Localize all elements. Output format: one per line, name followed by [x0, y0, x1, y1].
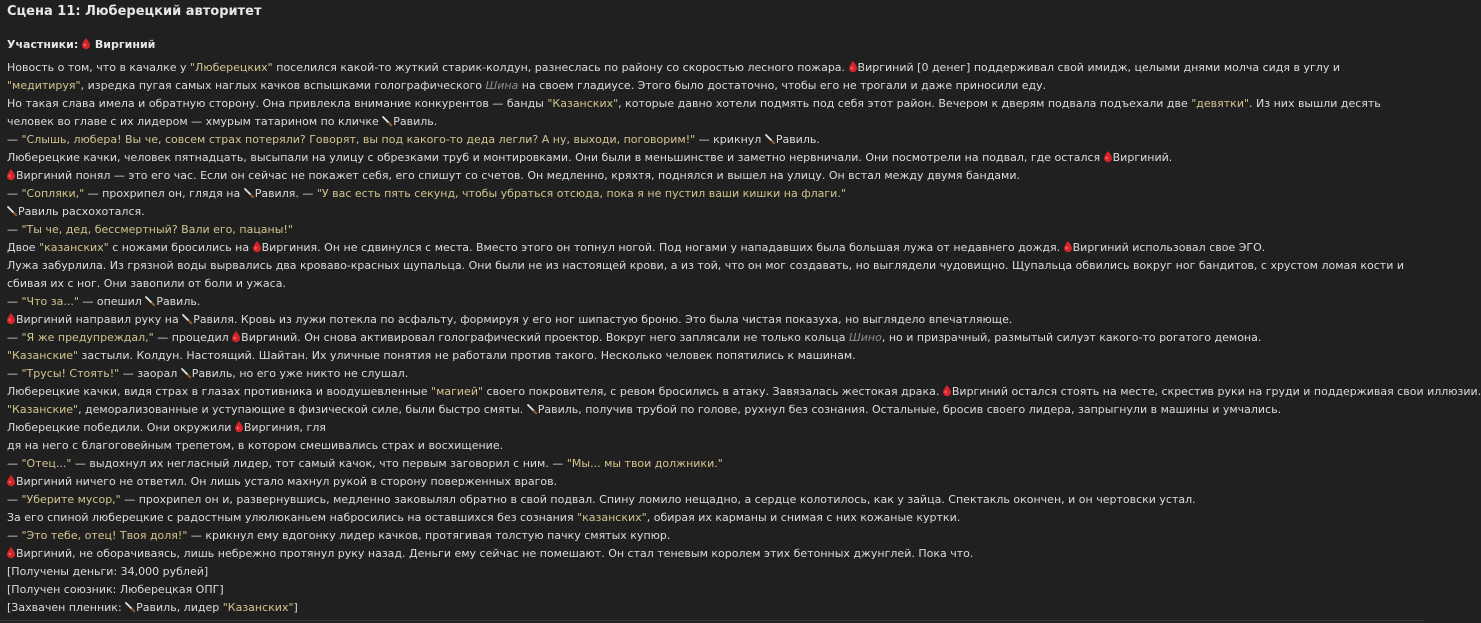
character-name: Равиля — [254, 187, 296, 200]
narration-text: — опешил — [78, 295, 146, 308]
story-line — [7, 149, 1416, 167]
narration-text: [Получены деньги: 34,000 рублей] — [7, 565, 209, 578]
blood-drop-icon — [1064, 241, 1073, 254]
divider — [0, 620, 1424, 621]
character-name: Виргиния — [261, 241, 318, 254]
blood-drop-icon — [943, 385, 952, 398]
story-line — [7, 365, 1416, 383]
quoted-text: "Слышь, любера! Вы че, совсем страх потеряли? Говорят, вы под какого-то деда легли? А ну, выходи, поговорим!" — [21, 133, 696, 146]
quoted-text: "Я же предупреждал," — [21, 331, 154, 344]
narration-text: направил руку на — [72, 313, 183, 326]
narration-text: , но и призрачный, размытый силуэт какого-то рогатого демона. — [881, 331, 1262, 344]
quoted-text: "Что за..." — [21, 295, 79, 308]
story-line — [7, 401, 1416, 419]
narration-text: с ножами бросились на — [108, 241, 253, 254]
knife-icon — [244, 187, 255, 200]
narration-text: , получив трубой по голове, рухнул без сознания. Остальные, бросив своего лидера, запрыгнули в машины и умчались. — [578, 403, 1282, 416]
narration-text: . Кровь из лужи потекла по асфальту, формируя у его ног шипастую броню. Это была чистая показуха, но выглядело впечатляюще. — [233, 313, 1013, 326]
narration-text: дя на него с благоговейным трепетом, в котором смешивались страх и восхищение. — [7, 439, 504, 452]
story-line — [7, 167, 1416, 185]
narration-text: понял — это его час. Если он сейчас не покажет себя, его спишут со счетов. Он медленно, кряхтя, поднялся и вышел на улицу. Он встал между двумя бандами. — [72, 169, 1020, 182]
narration-text: , изредка пугая самых наглых качков вспышками голографического — [80, 79, 486, 92]
narration-text: Люберецкие победили. Они окружили — [7, 421, 235, 434]
story-line — [7, 347, 1416, 365]
narration-text: — — [7, 133, 22, 146]
narration-text: — — [7, 187, 22, 200]
knife-icon — [181, 367, 192, 380]
quoted-text: "У вас есть пять секунд, чтобы убраться отсюда, пока я не пустил ваши кишки на флаги." — [316, 187, 846, 200]
knife-icon — [182, 313, 193, 326]
story-line — [7, 545, 1416, 563]
character-name: Равиль — [156, 295, 197, 308]
narration-text: остался стоять на месте, скрестив руки на груди и поддерживая свои иллюзии. — [1007, 385, 1481, 398]
narration-text: . — [1168, 151, 1173, 164]
knife-icon — [145, 295, 156, 308]
narration-text: — крикнул — [695, 133, 765, 146]
narration-text: своего покровителя, с ревом бросились в атаку. Завязалась жестокая драка. — [483, 385, 943, 398]
narration-text: — — [7, 331, 22, 344]
story-line — [7, 527, 1416, 545]
blood-drop-icon — [849, 61, 858, 74]
story-text — [7, 59, 1481, 617]
character-name: Виргиний — [857, 61, 914, 74]
character-name: Равиль — [393, 115, 434, 128]
knife-icon — [7, 205, 18, 218]
narration-text: [Захвачен пленник: — [7, 601, 126, 614]
narration-text: — — [298, 187, 317, 200]
narration-text: Люберецкие качки, видя страх в глазах противника и воодушевленные — [7, 385, 432, 398]
narration-text: ] — [293, 601, 298, 614]
character-name: Равиль — [775, 133, 817, 146]
quoted-text: "Трусы! Стоять!" — [21, 367, 120, 380]
blood-drop-icon — [235, 421, 244, 434]
emphasis-text: Шино — [848, 331, 882, 344]
blood-drop-icon — [1104, 151, 1113, 164]
knife-icon — [125, 601, 136, 614]
quoted-text: "Сопляки," — [21, 187, 85, 200]
story-line — [7, 491, 1416, 509]
narration-text: , не оборачиваясь, лишь небрежно протянул руку назад. Деньги ему сейчас не помешают. Он стал теневым королем этих бетонных джунглей. Пока что. — [72, 547, 974, 560]
narration-text: . — [295, 187, 299, 200]
quoted-text: "Люберецких" — [190, 61, 273, 74]
blood-drop-icon — [7, 475, 16, 488]
participant-name: Виргиний — [94, 38, 156, 51]
narration-text: — процедил — [153, 331, 233, 344]
story-line — [7, 455, 1416, 473]
narration-text: — — [7, 457, 22, 470]
story-line — [7, 221, 1416, 239]
narration-text: — крикнул ему вдогонку лидер качков, протягивая толстую пачку смятых купюр. — [187, 529, 671, 542]
narration-text: Люберецкие качки, человек пятнадцать, высыпали на улицу с обрезками труб и монтировками. Они были в меньшинстве и заметно нервничали. Они посмотрели на подвал, где остался — [7, 151, 1104, 164]
blood-drop-icon — [7, 547, 16, 560]
narration-text: использовал свое ЭГО. — [1128, 241, 1266, 254]
quoted-text: "Уберите мусор," — [21, 493, 121, 506]
character-name: Равиль — [136, 601, 177, 614]
quoted-text: "девятки" — [1191, 97, 1250, 110]
narration-text: , лидер — [176, 601, 223, 614]
character-name: Равиля — [193, 313, 234, 326]
narration-text: ничего не ответил. Он лишь устало махнул рукой в сторону поверженных врагов. — [72, 475, 558, 488]
story-line — [7, 239, 1416, 257]
blood-drop-icon — [232, 331, 241, 344]
narration-text: . Он снова активировал голографический проектор. Вокруг него заплясали не только кольца — [297, 331, 849, 344]
narration-text: — прохрипел он, глядя на — [84, 187, 244, 200]
character-name: Равиль — [191, 367, 233, 380]
story-line — [7, 203, 1416, 221]
character-name: Равиль — [18, 205, 59, 218]
quoted-text: "Это тебе, отец! Твоя доля!" — [21, 529, 188, 542]
quoted-text: "Казанские" — [7, 403, 79, 416]
narration-text: [Получен союзник: Люберецкая ОПГ] — [7, 583, 224, 596]
participants-line — [7, 36, 1416, 54]
knife-icon — [382, 115, 393, 128]
character-name: Виргиний — [16, 313, 73, 326]
character-name: Виргиний — [16, 475, 73, 488]
narration-text: — заорал — [119, 367, 181, 380]
narration-text: За его спиной люберецкие с радостным улюлюканьем набросились на оставшихся без сознания — [7, 511, 578, 524]
story-line — [7, 599, 1416, 617]
quoted-text: "Казанские" — [7, 349, 79, 362]
narration-text: — прохрипел он и, развернувшись, медленно заковылял обратно в свой подвал. Спину ломило нещадно, а сердце колотилось, как у зайца. Спектакль окончен, и он чертовски устал. — [120, 493, 1196, 506]
narration-text: . Из них вышли десять человек во главе с их лидером — хмурым татарином по кличке — [7, 97, 1381, 128]
narration-text: , но его уже никто не слушал. — [232, 367, 409, 380]
blood-drop-icon — [253, 241, 262, 254]
story-line — [7, 473, 1416, 491]
narration-text: застыли. Колдун. Настоящий. Шайтан. Их уличные понятия не работали против такого. Несколько человек попятились к машинам. — [78, 349, 856, 362]
quoted-text: "Мы... мы твои должники." — [566, 457, 723, 470]
quoted-text: "казанских" — [39, 241, 109, 254]
quoted-text: "Отец..." — [21, 457, 72, 470]
story-line — [7, 59, 1416, 95]
story-line — [7, 383, 1481, 401]
narration-text: Лужа забурлила. Из грязной воды вырвались два кроваво-красных щупальца. Они были не из настоящей крови, а из той, что он мог создавать, но выглядели чудовищно. Щупальца обвились вокруг ног бандитов, с хрустом ломая кости и сбивая их с ног. Они завопили от боли и ужаса. — [7, 259, 1404, 290]
character-name: Виргиния — [243, 421, 300, 434]
story-line — [7, 185, 1416, 203]
narration-text: , обирая их карманы и снимая с них кожаные куртки. — [646, 511, 961, 524]
participants-label: Участники: — [7, 38, 79, 51]
knife-icon — [527, 403, 538, 416]
story-line — [7, 419, 1416, 437]
quoted-text: "Казанских" — [222, 601, 294, 614]
narration-text: , деморализованные и уступающие в физической силе, были быстро смяты. — [78, 403, 527, 416]
character-name: Виргиний — [241, 331, 298, 344]
quoted-text: "Казанских" — [547, 97, 619, 110]
story-line — [7, 95, 1416, 131]
narration-text: на своем гладиусе. Этого было достаточно, чтобы его не трогали и даже приносили еду. — [518, 79, 1047, 92]
character-name: Виргиний — [1112, 151, 1169, 164]
character-name: Виргиний — [16, 169, 73, 182]
story-line — [7, 437, 1416, 455]
quoted-text: "казанских" — [577, 511, 647, 524]
story-line — [7, 293, 1416, 311]
story-line — [7, 311, 1416, 329]
narration-text: Двое — [7, 241, 40, 254]
scene-title: Сцена 11: Люберецкий авторитет — [7, 4, 262, 19]
blood-drop-icon — [7, 313, 16, 326]
story-line — [7, 509, 1416, 527]
narration-text: . — [433, 115, 438, 128]
narration-text: поселился какой-то жуткий старик-колдун, разнеслась по району со скоростью лесного пожара. — [272, 61, 849, 74]
narration-text: , которые давно хотели подмять под себя этот район. Вечером к дверям подвала подъехали две — [618, 97, 1192, 110]
character-name: Виргиний — [1072, 241, 1129, 254]
story-line — [7, 257, 1416, 293]
narration-text: — — [7, 223, 22, 236]
story-line — [7, 131, 1416, 149]
emphasis-text: Шина — [485, 79, 519, 92]
narration-text: — — [7, 295, 22, 308]
narration-text: Новость о том, что в качалке у — [7, 61, 190, 74]
character-name: Виргиний — [16, 547, 73, 560]
narration-text: . — [816, 133, 820, 146]
story-line — [7, 329, 1416, 347]
quoted-text: "медитируя" — [7, 79, 81, 92]
narration-text: , гля — [299, 421, 326, 434]
blood-drop-icon — [82, 38, 95, 51]
story-line — [7, 563, 1416, 581]
narration-text: . — [196, 295, 201, 308]
narration-text: Но такая слава имела и обратную сторону. Она привлекла внимание конкурентов — банды — [7, 97, 548, 110]
narration-text: . Он не сдвинулся с места. Вместо этого он топнул ногой. Под ногами у нападавших была большая лужа от недавнего дождя. — [317, 241, 1064, 254]
narration-text: [0 денег] поддерживал свой имидж, целыми днями молча сидя в углу и — [913, 61, 1340, 74]
narration-text: расхохотался. — [58, 205, 145, 218]
knife-icon — [765, 133, 776, 146]
narration-text: — — [7, 493, 22, 506]
character-name: Виргиний — [951, 385, 1008, 398]
quoted-text: "Ты че, дед, бессмертный? Вали его, пацаны!" — [21, 223, 293, 236]
blood-drop-icon — [7, 169, 16, 182]
story-line — [7, 581, 1416, 599]
narration-text: — — [7, 367, 22, 380]
character-name: Равиль — [537, 403, 579, 416]
narration-text: — выдохнул их негласный лидер, тот самый качок, что первым заговорил с ним. — — [71, 457, 567, 470]
quoted-text: "магией" — [431, 385, 484, 398]
narration-text: — — [7, 529, 22, 542]
